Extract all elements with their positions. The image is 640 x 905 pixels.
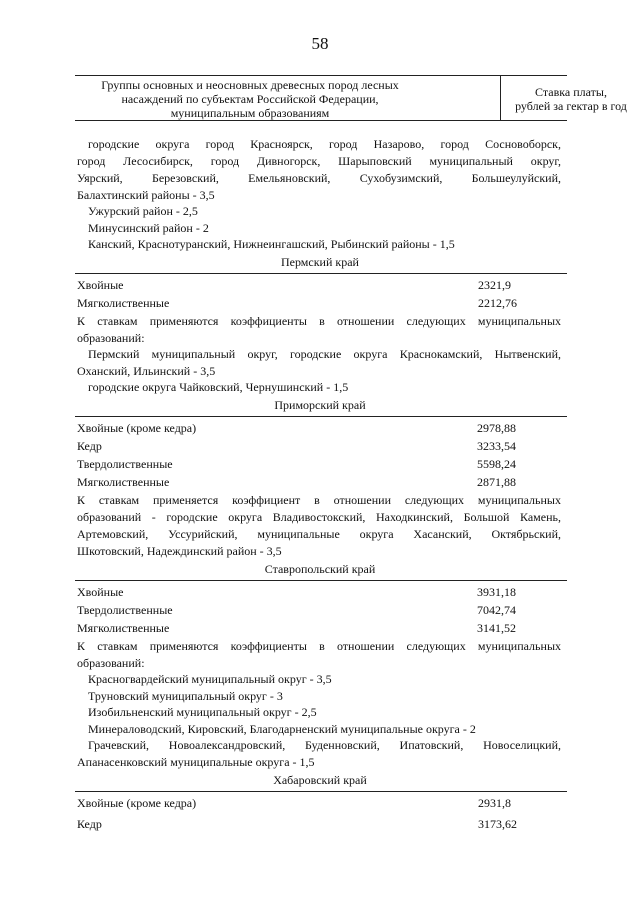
text-line: К ставкам применяются коэффициенты в отношении следующих муниципальных	[77, 639, 561, 653]
text-line: городские округа Чайковский, Чернушинский - 1,5	[88, 380, 349, 394]
text-line: Труновский муниципальный округ - 3	[88, 689, 283, 703]
text-line: Балахтинский районы - 3,5	[77, 188, 215, 202]
section-title-primorsky: Приморский край	[274, 398, 366, 412]
species-name: Мягколиственные	[77, 621, 170, 635]
text-line: город Лесосибирск, город Дивногорск, Шарыповский муниципальный округ,	[77, 154, 561, 168]
rate-value: 2321,9	[478, 278, 511, 292]
species-name: Хвойные (кроме кедра)	[77, 421, 197, 435]
text-line: Минусинский район - 2	[88, 221, 209, 235]
header-col2-line: Ставка платы,	[535, 85, 607, 99]
section-rule	[75, 273, 567, 274]
text-line: Шкотовский, Надеждинский район - 3,5	[77, 544, 282, 558]
text-line: Ужурский район - 2,5	[88, 204, 198, 218]
header-col2-line: рублей за гектар в год	[515, 99, 627, 113]
section-title-stavropol: Ставропольский край	[264, 562, 376, 576]
header-col1-line: муниципальным образованиям	[170, 106, 330, 120]
rate-value: 2978,88	[477, 421, 516, 435]
rate-value: 2212,76	[478, 296, 517, 310]
rate-value: 3141,52	[477, 621, 516, 635]
species-name: Мягколиственные	[77, 475, 170, 489]
section-rule	[75, 791, 567, 792]
text-line: образований:	[77, 331, 145, 345]
text-line: Артемовский, Уссурийский, муниципальные округа Хасанский, Октябрьский,	[77, 527, 561, 541]
section-rule	[75, 580, 567, 581]
text-line: Пермский муниципальный округ, городские округа Краснокамский, Нытвенский,	[88, 347, 561, 361]
rate-value: 2871,88	[477, 475, 516, 489]
text-line: образований:	[77, 656, 145, 670]
rate-value: 2931,8	[478, 796, 511, 810]
section-title-perm: Пермский край	[281, 255, 359, 269]
rate-value: 3931,18	[477, 585, 516, 599]
rate-value: 3233,54	[477, 439, 516, 453]
species-name: Кедр	[77, 817, 102, 831]
rate-value: 7042,74	[477, 603, 516, 617]
text-line: Минераловодский, Кировский, Благодарненский муниципальные округа - 2	[88, 722, 476, 736]
header-col1-line: насаждений по субъектам Российской Федерации,	[121, 92, 379, 106]
text-line: Оханский, Ильинский - 3,5	[77, 364, 216, 378]
section-title-khabarovsk: Хабаровский край	[273, 773, 367, 787]
text-line: Апанасенковский муниципальные округа - 1,5	[77, 755, 315, 769]
text-line: образований - городские округа Владивостокский, Находкинский, Большой Камень,	[77, 510, 561, 524]
text-line: К ставкам применяется коэффициент в отношении следующих муниципальных	[77, 493, 561, 507]
header-column-rate	[501, 85, 640, 113]
text-line: Канский, Краснотуранский, Нижнеингашский, Рыбинский районы - 1,5	[88, 237, 455, 251]
text-line: К ставкам применяются коэффициенты в отношении следующих муниципальных	[77, 314, 561, 328]
text-line: Изобильненский муниципальный округ - 2,5	[88, 705, 317, 719]
text-line: городские округа город Красноярск, город Назарово, город Сосновоборск,	[88, 137, 561, 151]
species-name: Хвойные	[77, 585, 124, 599]
rate-value: 3173,62	[478, 817, 517, 831]
header-col1-line: Группы основных и неосновных древесных пород лесных	[101, 78, 399, 92]
species-name: Кедр	[77, 439, 102, 453]
table-header	[75, 75, 627, 121]
text-line: Грачевский, Новоалександровский, Буденновский, Ипатовский, Новоселицкий,	[88, 738, 561, 752]
section-rule	[75, 416, 567, 417]
species-name: Мягколиственные	[77, 296, 170, 310]
text-line: Уярский, Березовский, Емельяновский, Сухобузимский, Большеулуйский,	[77, 171, 561, 185]
species-name: Хвойные (кроме кедра)	[77, 796, 197, 810]
species-name: Твердолиственные	[77, 457, 173, 471]
species-name: Твердолиственные	[77, 603, 173, 617]
species-name: Хвойные	[77, 278, 124, 292]
header-column-groups	[75, 78, 425, 118]
text-line: Красногвардейский муниципальный округ - 3,5	[88, 672, 332, 686]
rate-value: 5598,24	[477, 457, 516, 471]
page-number: 58	[311, 34, 329, 53]
